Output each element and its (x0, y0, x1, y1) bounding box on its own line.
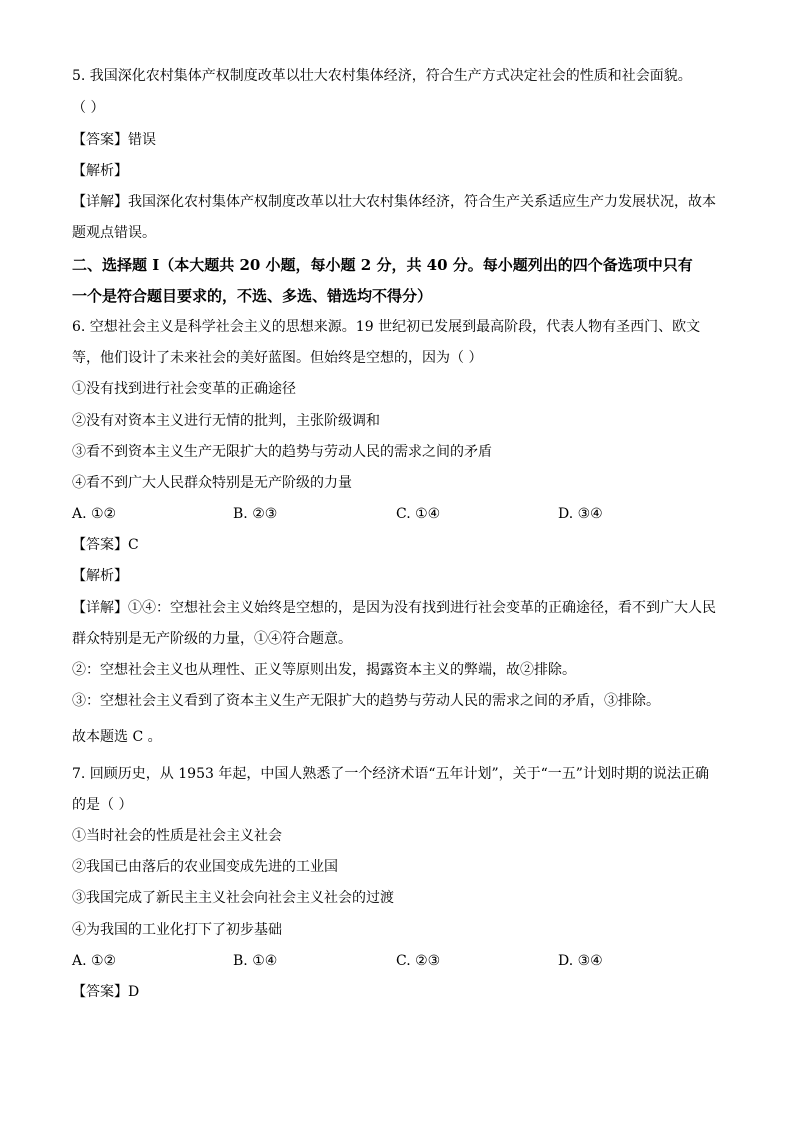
q5-analysis-label: 【解析】 (72, 163, 128, 179)
q6-option-b: B. ②③ (233, 506, 278, 522)
q5-stem-line1: 5. 我国深化农村集体产权制度改革以壮大农村集体经济，符合生产方式决定社会的性质和社会面貌。 (72, 68, 692, 84)
q6-detail-line2: 群众特别是无产阶级的力量，①④符合题意。 (72, 631, 352, 647)
q6-detail-line4: ③：空想社会主义看到了资本主义生产无限扩大的趋势与劳动人民的需求之间的矛盾，③排除。 (72, 693, 660, 709)
q7-option-d: D. ③④ (558, 953, 603, 969)
q7-option-c: C. ②③ (396, 953, 441, 969)
q7-answer: 【答案】D (72, 984, 140, 1000)
q5-answer: 【答案】错误 (72, 132, 156, 148)
q7-option-a: A. ①② (72, 953, 117, 969)
q6-stem-line1: 6. 空想社会主义是科学社会主义的思想来源。19 世纪初已发展到最高阶段，代表人物有圣西门、欧文 (72, 319, 701, 335)
q5-detail-line2: 题观点错误。 (72, 225, 156, 241)
q6-item-2: ②没有对资本主义进行无情的批判，主张阶级调和 (72, 413, 380, 429)
q7-stem-line2: 的是（ ） (72, 797, 133, 813)
q6-analysis-label: 【解析】 (72, 568, 128, 584)
q7-item-4: ④为我国的工业化打下了初步基础 (72, 922, 282, 938)
q6-item-3: ③看不到资本主义生产无限扩大的趋势与劳动人民的需求之间的矛盾 (72, 444, 492, 460)
q7-item-2: ②我国已由落后的农业国变成先进的工业国 (72, 859, 338, 875)
q7-option-b: B. ①④ (233, 953, 278, 969)
q5-blank-bracket: （ ） (72, 100, 105, 116)
q6-option-c: C. ①④ (396, 506, 441, 522)
q7-stem-line1: 7. 回顾历史，从 1953 年起，中国人熟悉了一个经济术语“五年计划”，关于“一五”计划时期的说法正确 (72, 766, 709, 782)
q6-answer: 【答案】C (72, 537, 139, 553)
q6-detail-line1: 【详解】①④：空想社会主义始终是空想的，是因为没有找到进行社会变革的正确途径，看不到广大人民 (72, 600, 716, 616)
q6-item-1: ①没有找到进行社会变革的正确途径 (72, 381, 296, 397)
section-heading-line2: 一个是符合题目要求的，不选、多选、错选均不得分） (72, 287, 433, 305)
q6-option-a: A. ①② (72, 506, 117, 522)
q6-detail-line3: ②：空想社会主义也从理性、正义等原则出发，揭露资本主义的弊端，故②排除。 (72, 662, 576, 678)
section-heading-line1: 二、选择题 I（本大题共 20 小题，每小题 2 分，共 40 分。每小题列出的四个备选项中只有 (72, 256, 693, 274)
q6-stem-line2: 等，他们设计了未来社会的美好蓝图。但始终是空想的，因为（ ） (72, 350, 483, 366)
q6-item-4: ④看不到广大人民群众特别是无产阶级的力量 (72, 475, 352, 491)
q5-detail-line1: 【详解】我国深化农村集体产权制度改革以壮大农村集体经济，符合生产关系适应生产力发展状况，故本 (72, 194, 716, 210)
q6-conclusion: 故本题选 C 。 (72, 729, 162, 745)
q6-option-d: D. ③④ (558, 506, 603, 522)
q7-item-3: ③我国完成了新民主主义社会向社会主义社会的过渡 (72, 890, 394, 906)
q7-item-1: ①当时社会的性质是社会主义社会 (72, 828, 282, 844)
